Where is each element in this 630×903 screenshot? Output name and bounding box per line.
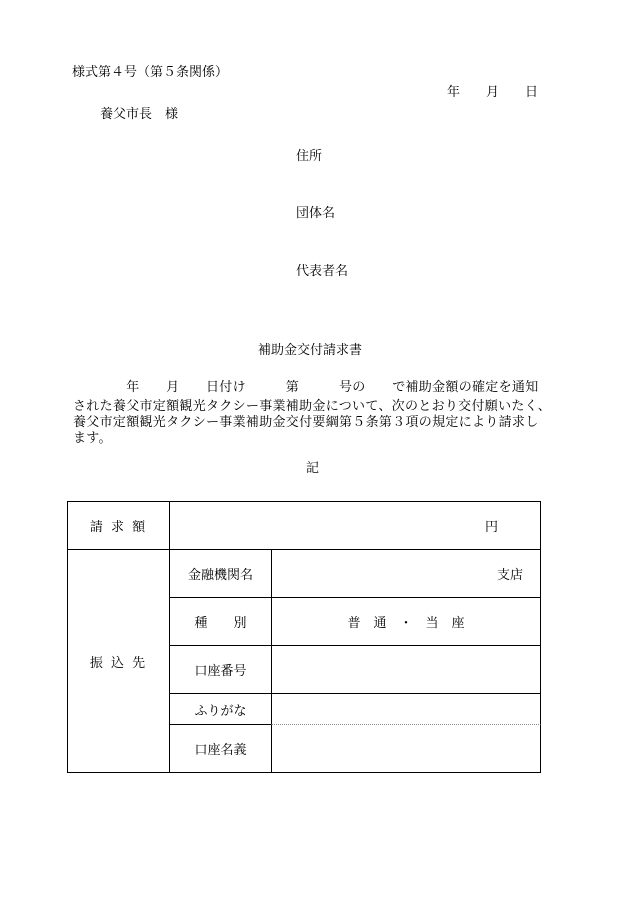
body-line: 養父市定額観光タクシー事業補助金交付要綱第５条第３項の規定により請求し bbox=[73, 415, 539, 430]
address-label: 住所 bbox=[296, 149, 323, 164]
furigana-label: ふりがな bbox=[194, 703, 247, 719]
account-type-label-cell bbox=[169, 597, 272, 646]
transfer-label-cell bbox=[67, 549, 170, 773]
furigana-label-cell bbox=[169, 693, 272, 725]
document-title: 補助金交付請求書 bbox=[258, 343, 363, 358]
note-heading: 記 bbox=[306, 461, 320, 476]
branch-suffix: 支店 bbox=[496, 568, 523, 583]
date-line: 年 月 日 bbox=[447, 85, 539, 100]
account-type-value-cell bbox=[271, 597, 541, 646]
transfer-label: 振 込 先 bbox=[89, 655, 148, 671]
addressee: 養父市長 様 bbox=[100, 107, 179, 122]
account-holder-label: 口座名義 bbox=[194, 743, 247, 758]
organization-label: 団体名 bbox=[296, 206, 336, 221]
account-type-options: 普 通 ・ 当 座 bbox=[347, 616, 465, 631]
account-type-label: 種 別 bbox=[194, 616, 247, 631]
body-line: ます。 bbox=[73, 431, 112, 446]
furigana-value-cell bbox=[271, 693, 541, 725]
account-number-value-cell bbox=[271, 645, 541, 694]
body-line: 年 月 日付け 第 号の で補助金額の確定を通知 bbox=[73, 380, 539, 395]
amount-unit: 円 bbox=[484, 520, 498, 535]
amount-label: 請 求 額 bbox=[89, 520, 148, 535]
representative-label: 代表者名 bbox=[296, 264, 349, 279]
amount-label-cell bbox=[67, 501, 170, 550]
form-number: 様式第４号（第５条関係） bbox=[72, 65, 229, 80]
account-number-label: 口座番号 bbox=[194, 664, 247, 679]
account-holder-label-cell bbox=[169, 724, 272, 773]
account-number-label-cell bbox=[169, 645, 272, 694]
bank-name-label-cell bbox=[169, 549, 272, 598]
amount-value-cell bbox=[169, 501, 541, 550]
body-line: された養父市定額観光タクシー事業補助金について、次のとおり交付願いたく、 bbox=[73, 399, 552, 414]
bank-name-label: 金融機関名 bbox=[187, 568, 253, 583]
bank-name-value-cell bbox=[271, 549, 541, 598]
account-holder-value-cell bbox=[271, 724, 541, 773]
